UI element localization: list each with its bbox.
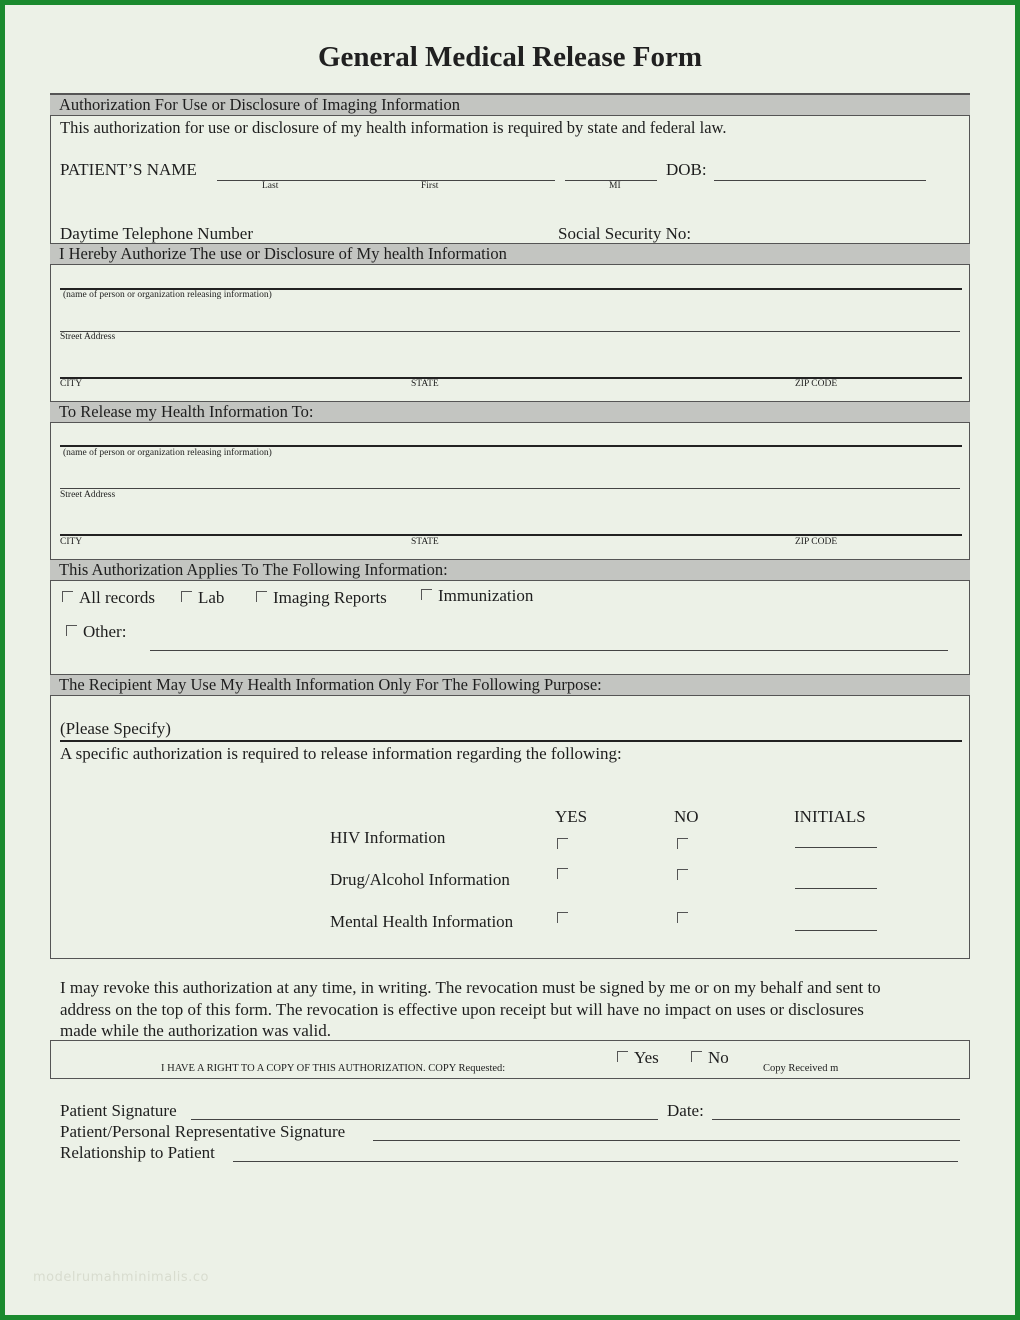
copy-received-text: Copy Received m	[763, 1063, 839, 1074]
recipient-state-caption: STATE	[411, 537, 439, 547]
revoke-line-1: I may revoke this authorization at any time, in writing. The revocation must be signed by me or on my behalf and sent to	[60, 978, 881, 997]
representative-signature-label: Patient/Personal Representative Signature	[60, 1122, 346, 1141]
row-mental-health-information: Mental Health Information	[330, 912, 514, 931]
row-drug-alcohol-information: Drug/Alcohol Information	[330, 870, 510, 889]
ssn-label: Social Security No:	[558, 224, 692, 243]
checkbox-icon	[62, 591, 73, 602]
hiv-yes-checkbox[interactable]	[557, 838, 568, 849]
copy-yes-option[interactable]: Yes	[617, 1048, 659, 1068]
representative-signature-field[interactable]	[373, 1140, 960, 1141]
option-all-records[interactable]: All records	[62, 588, 155, 608]
relationship-label: Relationship to Patient	[60, 1143, 215, 1162]
mental-initials-field[interactable]	[795, 930, 877, 931]
form-main-box	[50, 93, 970, 959]
section-header-imaging-authorization: Authorization For Use or Disclosure of Imaging Information	[50, 94, 970, 116]
drug-yes-checkbox[interactable]	[557, 868, 568, 879]
intro-text: This authorization for use or disclosure of my health information is required by state and federal law.	[60, 118, 727, 137]
mental-yes-checkbox[interactable]	[557, 912, 568, 923]
recipient-city-state-zip-field[interactable]	[60, 534, 962, 536]
date-label: Date:	[667, 1101, 704, 1120]
drug-no-checkbox[interactable]	[677, 869, 688, 880]
caption-first: First	[421, 181, 439, 191]
date-field[interactable]	[712, 1119, 960, 1120]
recipient-street-field[interactable]	[60, 488, 960, 489]
patient-name-label: PATIENT’S NAME	[60, 160, 197, 179]
releasing-state-caption: STATE	[411, 379, 439, 389]
releasing-city-caption: CITY	[60, 379, 83, 389]
option-imaging-reports[interactable]: Imaging Reports	[256, 588, 387, 608]
row-hiv-information: HIV Information	[330, 828, 446, 847]
form-page	[5, 5, 1015, 1315]
dob-field[interactable]	[714, 180, 926, 181]
caption-mi: MI	[609, 181, 621, 191]
section-header-applies-to: This Authorization Applies To The Following Information:	[50, 559, 970, 581]
checkbox-icon	[181, 591, 192, 602]
patient-signature-field[interactable]	[191, 1119, 658, 1120]
checkbox-icon	[66, 625, 77, 636]
column-yes: YES	[555, 807, 588, 826]
relationship-field[interactable]	[233, 1161, 958, 1162]
checkbox-icon	[617, 1051, 628, 1062]
releasing-zip-caption: ZIP CODE	[795, 379, 838, 389]
section-header-authorize-disclosure: I Hereby Authorize The use or Disclosure of My health Information	[50, 243, 970, 265]
phone-label: Daytime Telephone Number	[60, 224, 253, 243]
patient-signature-label: Patient Signature	[60, 1101, 177, 1120]
revoke-line-3: made while the authorization was valid.	[60, 1021, 331, 1040]
option-lab[interactable]: Lab	[181, 588, 224, 608]
recipient-name-caption: (name of person or organization releasing information)	[63, 448, 272, 458]
column-no: NO	[674, 807, 699, 826]
dob-label: DOB:	[666, 160, 707, 179]
recipient-street-caption: Street Address	[60, 490, 116, 500]
section-header-release-to: To Release my Health Information To:	[50, 401, 970, 423]
option-immunization[interactable]: Immunization	[421, 586, 533, 606]
column-initials: INITIALS	[794, 807, 866, 826]
recipient-name-field[interactable]	[60, 445, 962, 447]
releasing-street-field[interactable]	[60, 331, 960, 332]
mental-no-checkbox[interactable]	[677, 912, 688, 923]
checkbox-icon	[256, 591, 267, 602]
releasing-street-caption: Street Address	[60, 332, 116, 342]
copy-no-option[interactable]: No	[691, 1048, 729, 1068]
checkbox-icon	[421, 589, 432, 600]
recipient-zip-caption: ZIP CODE	[795, 537, 838, 547]
revoke-line-2: address on the top of this form. The revocation is effective upon receipt but will have no impact on uses or disclosures	[60, 1000, 864, 1019]
option-other[interactable]: Other:	[66, 622, 126, 642]
copy-right-text: I HAVE A RIGHT TO A COPY OF THIS AUTHORIZATION. COPY Requested:	[161, 1063, 506, 1074]
releasing-name-caption: (name of person or organization releasing information)	[63, 290, 272, 300]
drug-initials-field[interactable]	[795, 888, 877, 889]
section-header-recipient-purpose: The Recipient May Use My Health Information Only For The Following Purpose:	[50, 674, 970, 696]
caption-last: Last	[262, 181, 279, 191]
hiv-no-checkbox[interactable]	[677, 838, 688, 849]
recipient-city-caption: CITY	[60, 537, 83, 547]
hiv-initials-field[interactable]	[795, 847, 877, 848]
checkbox-icon	[691, 1051, 702, 1062]
other-field[interactable]	[150, 650, 948, 651]
specific-authorization-text: A specific authorization is required to release information regarding the following:	[60, 744, 622, 763]
form-title: General Medical Release Form	[317, 41, 703, 73]
please-specify-label: (Please Specify)	[60, 719, 171, 738]
purpose-field[interactable]	[60, 740, 962, 742]
watermark-text: modelrumahminimalis.co	[33, 1270, 209, 1285]
